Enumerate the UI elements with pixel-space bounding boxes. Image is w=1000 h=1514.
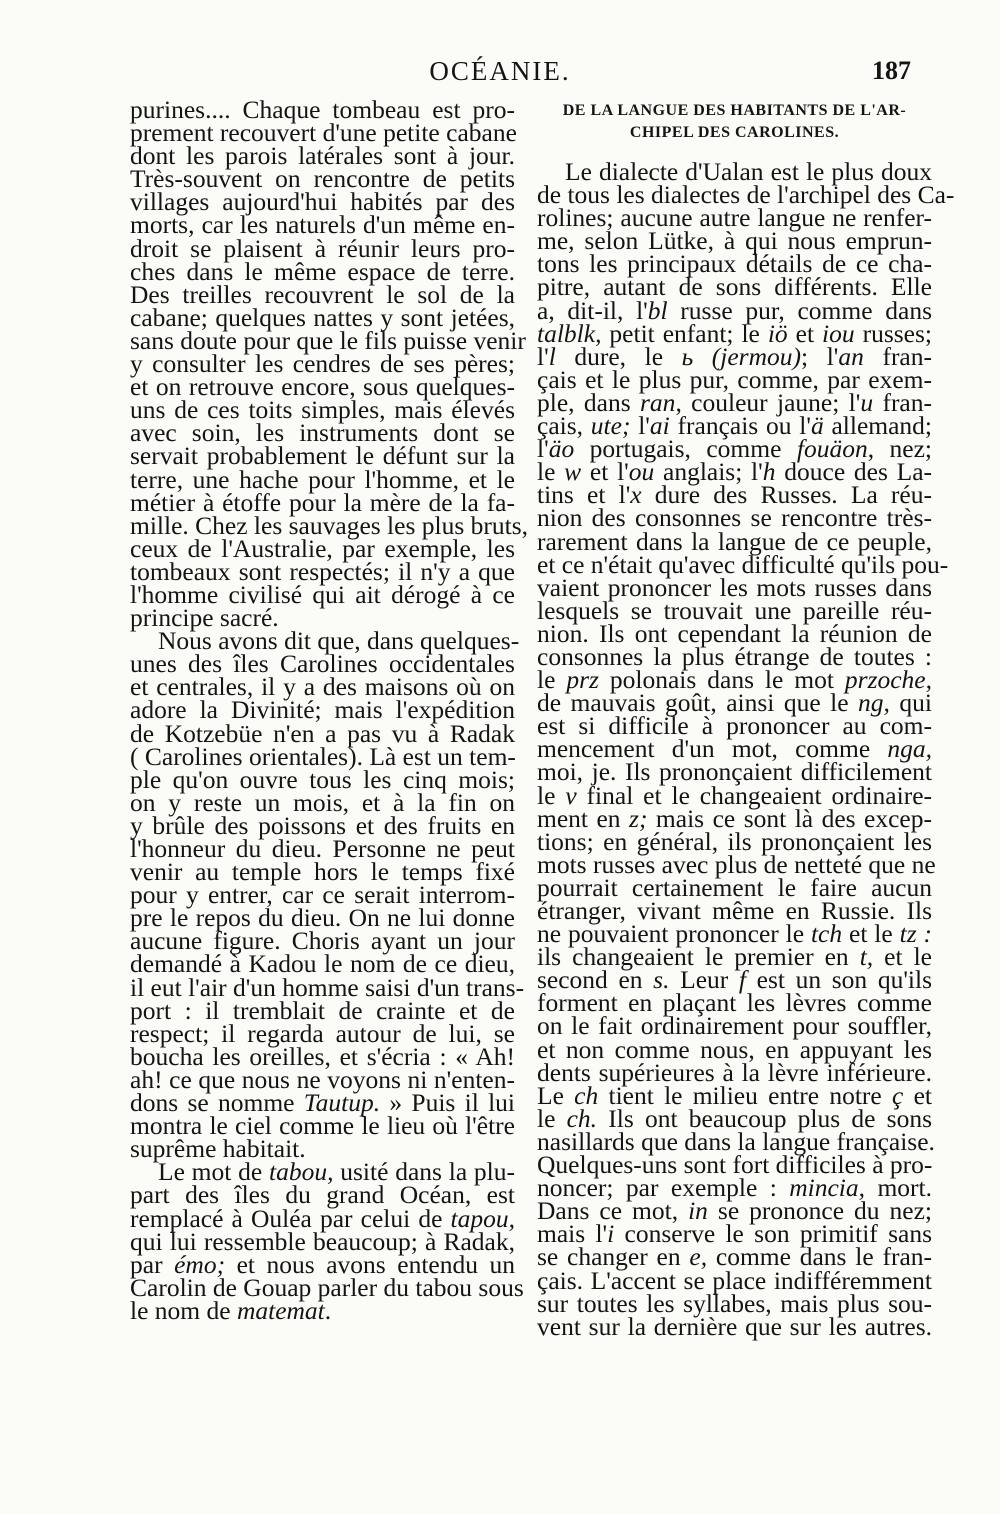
text-line: et centrales, il y a des maisons où on	[130, 672, 515, 702]
text-line: forment en plaçant les lèvres comme	[537, 988, 932, 1018]
text-line: sans doute pour que le fils puisse venir	[130, 325, 526, 355]
text-line: tons les principaux détails de ce cha-	[537, 249, 932, 279]
text-segment: le	[537, 665, 567, 695]
text-line: métier à étoffe pour la mère de la fa-	[130, 487, 515, 517]
text-segment: et nous avons entendu un	[225, 1249, 515, 1279]
text-line: cabane; quelques nattes y sont jetées,	[130, 302, 515, 332]
italic-term: tz :	[899, 919, 932, 949]
section-heading-line: CHIPEL DES CAROLINES.	[629, 124, 840, 141]
italic-term: ç	[892, 1080, 904, 1110]
italic-term: e,	[689, 1242, 708, 1272]
text-line: aucune figure. Choris ayant un jour	[130, 926, 515, 956]
text-segment: final et le changeaient ordinaire-	[576, 780, 932, 810]
text-line: il eut l'air d'un homme saisi d'un trans-	[130, 972, 525, 1002]
text-segment: russes;	[854, 318, 933, 348]
text-line	[130, 1295, 515, 1325]
italic-term: ute;	[590, 411, 631, 441]
text-segment: Leur	[669, 965, 739, 995]
text-line: dont les parois latérales sont à jour.	[130, 141, 515, 171]
text-line: tions; en général, ils prononçaient les	[537, 826, 932, 856]
text-segment: ne pouvaient prononcer le	[537, 919, 811, 949]
text-line: l'honneur du dieu. Personne ne peut	[130, 834, 515, 863]
right-column-text	[537, 157, 955, 1341]
text-segment: conserve le son primitif sans	[614, 1219, 932, 1249]
text-line: Très-souvent on rencontre de petits	[130, 164, 515, 194]
text-line: part des îles du grand Océan, est	[130, 1180, 515, 1210]
text-line: pour y entrer, car ce serait interrom-	[130, 880, 515, 910]
text-segment: fran-	[873, 387, 932, 417]
text-line: pitre, autant de sons différents. Elle	[537, 272, 932, 302]
italic-term: äo	[548, 434, 575, 464]
text-line: y consulter les cendres de ses pères;	[130, 349, 515, 379]
italic-term: iö	[767, 318, 788, 348]
text-line: boucha les oreilles, et s'écria : « Ah!	[130, 1041, 515, 1071]
text-line: l'homme civilisé qui ait dérogé à ce	[130, 579, 515, 609]
text-line: moi, je. Ils prononçaient difficilement	[537, 757, 932, 787]
text-line: venir au temple hors le temps fixé	[130, 857, 515, 887]
section-heading	[537, 100, 932, 144]
text-segment: , couleur jaune; l'	[675, 387, 861, 417]
italic-term: ch.	[566, 1103, 598, 1133]
text-line: unes des îles Carolines occidentales	[130, 649, 515, 679]
text-line: respect; il regarda autour de lui, se	[130, 1018, 515, 1048]
text-segment: comme dans le fran-	[707, 1242, 932, 1272]
text-line: montra le ciel comme le lieu où l'être	[130, 1111, 515, 1141]
text-segment: .	[324, 1295, 332, 1325]
text-segment: et le	[873, 942, 932, 972]
text-segment: ment en	[537, 803, 630, 833]
text-segment: douce des La-	[775, 457, 933, 487]
text-segment: l'	[537, 434, 549, 464]
text-line: villages aujourd'hui habités par des	[130, 187, 515, 217]
text-line: principe sacré.	[130, 603, 279, 633]
italic-term: iou	[822, 318, 855, 348]
text-segment: » Puis il lui	[380, 1088, 516, 1118]
text-line: et non comme nous, en appuyant les	[537, 1034, 932, 1064]
text-segment: qui	[889, 688, 932, 718]
text-line: nion des consonnes se rencontre très-	[537, 503, 932, 533]
text-segment: ils changeaient le premier en	[537, 942, 860, 972]
text-segment: et l'	[581, 457, 629, 487]
text-line: ( Carolines orientales). Là est un tem-	[130, 741, 516, 771]
text-segment: est un son qu'ils	[746, 965, 932, 995]
italic-term: tch	[810, 919, 843, 949]
italic-term: ou	[628, 457, 655, 487]
italic-term: ai	[649, 411, 670, 441]
text-line: qui lui ressemble beaucoup; à Radak,	[130, 1226, 515, 1256]
text-line: mots russes avec plus de netteté que ne	[537, 849, 936, 879]
text-line: mille. Chez les sauvages les plus bruts,	[130, 510, 529, 540]
text-segment: , nez;	[867, 434, 932, 464]
text-segment: Dans ce mot,	[537, 1196, 689, 1226]
italic-term: w	[564, 457, 582, 487]
italic-term: Tautup.	[303, 1088, 381, 1118]
section-heading-line: DE LA LANGUE DES HABITANTS DE L'AR-	[562, 102, 907, 119]
text-segment: et	[787, 318, 823, 348]
text-line: consonnes la plus étrange de toutes :	[537, 641, 932, 671]
text-segment: dure, le	[555, 341, 682, 371]
italic-term: an	[838, 341, 864, 371]
text-line: sur toutes les syllabes, mais plus sou-	[537, 1288, 932, 1318]
text-line: pre le repos du dieu. On ne lui donne	[130, 903, 515, 933]
text-line: vaient prononcer les mots russes dans	[537, 572, 932, 602]
text-segment: russe pur, comme dans	[667, 295, 932, 325]
text-segment: mencement d'un mot, comme	[537, 734, 888, 764]
text-line: uns de ces toits simples, mais élevés	[130, 395, 515, 425]
text-line: on le fait ordinairement pour souffler,	[537, 1011, 932, 1041]
text-line: servait probablement le défunt sur la	[130, 441, 515, 471]
text-line: tombeaux sont respectés; il n'y a que	[130, 556, 515, 586]
italic-term: émo;	[174, 1249, 226, 1279]
italic-term: ng,	[858, 688, 890, 718]
text-line: me, selon Lütke, à qui nous emprun-	[537, 226, 932, 256]
italic-term: przoche,	[844, 665, 932, 695]
text-line: nasillards que dans la langue française.	[537, 1126, 935, 1156]
text-line: et on retrouve encore, sous quelques-	[130, 372, 515, 402]
text-line: de Kotzebüe n'en a pas vu à Radak	[130, 718, 515, 748]
text-line: Des treilles recouvrent le sol de la	[130, 279, 515, 309]
italic-term: u	[860, 387, 874, 417]
italic-term: z;	[629, 803, 648, 833]
text-segment: tins et l'	[537, 480, 631, 510]
italic-term: v	[565, 780, 577, 810]
text-segment: se prononce du nez;	[707, 1196, 932, 1226]
italic-term: x	[630, 480, 642, 510]
text-segment: tient le milieu entre notre	[598, 1080, 892, 1110]
italic-term: ь (jermou)	[681, 341, 802, 371]
text-line: droit se plaisent à réunir leurs pro-	[130, 233, 515, 263]
page-number: 187	[872, 56, 911, 85]
text-segment: allemand;	[823, 411, 932, 441]
right-column	[537, 100, 955, 1341]
italic-term: talblk,	[537, 318, 602, 348]
text-line: çais. L'accent se place indifféremment	[537, 1265, 932, 1295]
text-segment: le	[537, 780, 566, 810]
text-line: purines.... Chaque tombeau est pro-	[130, 95, 515, 124]
text-segment: le	[537, 1103, 567, 1133]
text-line: étranger, vivant même en Russie. Ils	[537, 896, 932, 925]
text-line: ah! ce que nous ne voyons ni n'enten-	[130, 1064, 515, 1094]
italic-term: ch	[574, 1080, 599, 1110]
text-line: Quelques-uns sont fort difficiles à pro-	[537, 1150, 933, 1180]
text-line: Carolin de Gouap parler du tabou sous	[130, 1272, 524, 1302]
text-line: Nous avons dit que, dans quelques-	[158, 626, 520, 656]
text-segment: se changer en	[537, 1242, 690, 1272]
text-line: çais et le plus pur, comme, par exem-	[537, 364, 932, 394]
text-segment: usité dans la plu-	[333, 1157, 515, 1187]
text-segment: petit enfant; le	[601, 318, 768, 348]
italic-term: bl	[647, 295, 668, 325]
text-line: nion. Ils ont cependant la réunion de	[537, 618, 932, 648]
text-run	[130, 1295, 332, 1325]
text-line: demandé à Kadou le nom de ce dieu,	[130, 949, 515, 979]
text-segment: et le	[842, 919, 900, 949]
text-line: Le dialecte d'Ualan est le plus doux	[565, 157, 932, 186]
text-line: prement recouvert d'une petite cabane	[130, 118, 517, 148]
italic-term: mincia,	[789, 1173, 866, 1203]
text-line: rarement dans la langue de ce peuple,	[537, 526, 932, 556]
text-segment: noncer; par exemple :	[537, 1173, 790, 1203]
text-line: ceux de l'Australie, par exemple, les	[130, 533, 515, 563]
text-segment: mais l'	[537, 1219, 608, 1249]
text-line: avec soin, les instruments dont se	[130, 418, 515, 448]
text-line: port : il tremblait de crainte et de	[130, 995, 515, 1025]
left-column	[130, 95, 529, 1325]
text-segment: l'	[630, 411, 650, 441]
text-line: on y reste un mois, et à la fin on	[130, 787, 515, 817]
italic-term: h	[762, 457, 776, 487]
text-segment: portugais, comme	[574, 434, 797, 464]
text-segment: ple, dans	[537, 387, 640, 417]
text-segment: a, dit-il, l'	[537, 295, 648, 325]
text-line: de tous les dialectes de l'archipel des Ca-	[537, 180, 955, 210]
text-line: suprême habitait.	[130, 1134, 306, 1164]
text-segment: remplacé à Ouléa par celui de	[130, 1203, 451, 1233]
text-segment: le nom de	[130, 1295, 237, 1325]
text-line: ches dans le même espace de terre.	[130, 256, 515, 286]
text-segment: Le	[537, 1080, 575, 1110]
italic-term: in	[688, 1196, 708, 1226]
text-segment: par	[130, 1249, 175, 1279]
text-segment: le	[537, 457, 565, 487]
text-segment: mais ce sont là des excep-	[647, 803, 932, 833]
text-segment: de mauvais goût, ainsi que le	[537, 688, 859, 718]
text-segment: et	[903, 1080, 932, 1110]
text-segment: second en	[537, 965, 654, 995]
text-segment: anglais; l'	[654, 457, 763, 487]
text-segment: mort.	[865, 1173, 932, 1203]
text-line: rolines; aucune autre langue ne renfer-	[537, 203, 932, 233]
italic-term: i	[607, 1219, 615, 1249]
text-line: ple qu'on ouvre tous les cinq mois;	[130, 764, 515, 794]
text-line: et ce n'était qu'avec difficulté qu'ils pou-	[537, 549, 949, 579]
text-segment: fran-	[863, 341, 932, 371]
text-line: adore la Divinité; mais l'expédition	[130, 695, 515, 725]
italic-term: ä	[810, 411, 824, 441]
text-line: vent sur la dernière que sur les autres.	[537, 1311, 932, 1341]
text-segment: l'	[537, 341, 549, 371]
text-segment: dons se nomme	[130, 1088, 304, 1118]
italic-term: nga,	[887, 734, 932, 764]
italic-term: fouäon	[796, 434, 868, 464]
text-line: terre, une hache pour l'homme, et le	[130, 464, 515, 494]
italic-term: matemat	[236, 1295, 325, 1325]
italic-term: f	[738, 965, 746, 995]
text-line: pourrait certainement le faire aucun	[537, 872, 932, 902]
italic-term: ran	[640, 387, 676, 417]
italic-term: t,	[859, 942, 874, 972]
text-segment: Le mot de	[158, 1157, 269, 1187]
text-line: morts, car les naturels d'un même en-	[130, 210, 515, 240]
text-segment: dure des Russes. La réu-	[641, 480, 932, 510]
text-line: lesquels se trouvait une pareille réu-	[537, 595, 932, 625]
italic-term: tabou,	[269, 1157, 334, 1187]
text-segment: Ils ont beaucoup plus de sons	[597, 1103, 932, 1133]
italic-term: s.	[653, 965, 670, 995]
text-line: dents supérieures à la lèvre inférieure.	[537, 1057, 932, 1087]
text-segment: çais,	[537, 411, 591, 441]
text-line: y brûle des poissons et des fruits en	[130, 810, 515, 840]
running-title: OCÉANIE.	[429, 56, 571, 86]
italic-term: tapou,	[450, 1203, 515, 1233]
text-segment: polonais dans le mot	[598, 665, 845, 695]
italic-term: l	[548, 341, 556, 371]
text-line: est si difficile à prononcer au com-	[537, 711, 932, 741]
text-segment: français ou l'	[669, 411, 811, 441]
italic-term: prz	[566, 665, 599, 695]
text-segment: ; l'	[801, 341, 839, 371]
